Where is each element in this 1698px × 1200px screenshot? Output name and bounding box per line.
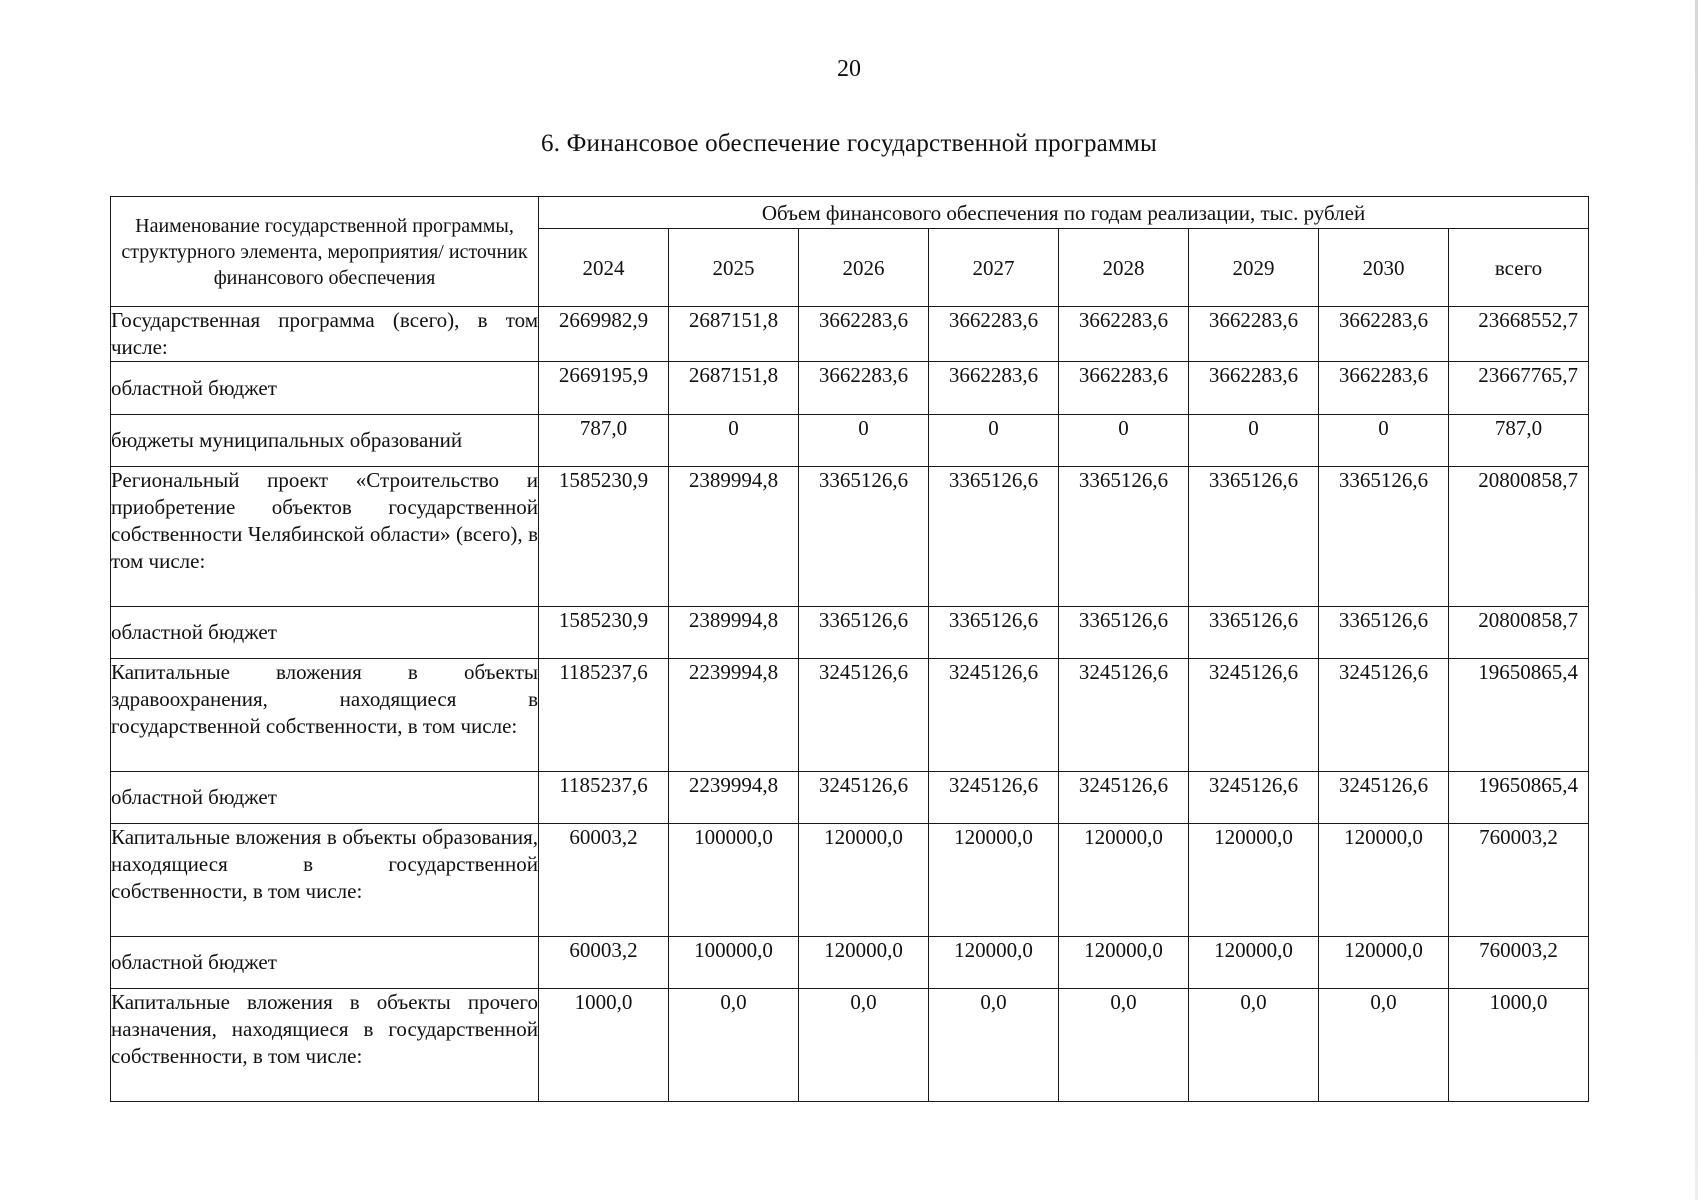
table-row: [111, 772, 1589, 824]
cell-value: 3245126,6: [929, 772, 1059, 824]
cell-value: 3365126,6: [1319, 467, 1449, 607]
table-row: [111, 362, 1589, 415]
row-name: областной бюджет: [111, 937, 539, 989]
row-name: Капитальные вложения в объекты здравоохранения, находящиеся в государственной собственности, в том числе:: [111, 659, 539, 772]
cell-value: 3245126,6: [929, 659, 1059, 772]
cell-value: 120000,0: [929, 824, 1059, 937]
cell-value: 1185237,6: [539, 659, 669, 772]
cell-total: 19650865,4: [1449, 772, 1589, 824]
row-name: Государственная программа (всего), в том числе:: [111, 307, 539, 362]
row-name: областной бюджет: [111, 607, 539, 659]
cell-value: 0,0: [669, 989, 799, 1102]
cell-total: 760003,2: [1449, 937, 1589, 989]
cell-value: 0: [669, 415, 799, 467]
cell-value: 120000,0: [1189, 937, 1319, 989]
cell-value: 60003,2: [539, 937, 669, 989]
header-year-2027: 2027: [929, 229, 1059, 307]
cell-value: 3662283,6: [799, 307, 929, 362]
cell-value: 0,0: [1059, 989, 1189, 1102]
table-row: [111, 607, 1589, 659]
row-name: Капитальные вложения в объекты прочего назначения, находящиеся в государственной собственности, в том числе:: [111, 989, 539, 1102]
cell-value: 2687151,8: [669, 307, 799, 362]
row-name: Региональный проект «Строительство и приобретение объектов государственной собственности Челябинской области» (всего), в том числе:: [111, 467, 539, 607]
table-row: [111, 824, 1589, 937]
cell-value: 120000,0: [1189, 824, 1319, 937]
cell-value: 3245126,6: [799, 659, 929, 772]
cell-value: 3365126,6: [1189, 467, 1319, 607]
cell-total: 23668552,7: [1449, 307, 1589, 362]
cell-total: 760003,2: [1449, 824, 1589, 937]
cell-value: 2389994,8: [669, 467, 799, 607]
cell-value: 3365126,6: [1319, 607, 1449, 659]
cell-value: 0,0: [929, 989, 1059, 1102]
header-year-2025: 2025: [669, 229, 799, 307]
cell-value: 3365126,6: [799, 467, 929, 607]
cell-value: 3365126,6: [929, 607, 1059, 659]
cell-value: 120000,0: [929, 937, 1059, 989]
cell-value: 2687151,8: [669, 362, 799, 415]
cell-value: 3245126,6: [1059, 772, 1189, 824]
cell-value: 2239994,8: [669, 772, 799, 824]
cell-value: 0: [1319, 415, 1449, 467]
cell-total: 20800858,7: [1449, 607, 1589, 659]
cell-value: 1000,0: [539, 989, 669, 1102]
cell-value: 3245126,6: [1319, 659, 1449, 772]
cell-value: 1585230,9: [539, 607, 669, 659]
row-name: областной бюджет: [111, 772, 539, 824]
cell-value: 3245126,6: [1319, 772, 1449, 824]
cell-value: 120000,0: [1059, 937, 1189, 989]
cell-value: 3662283,6: [1189, 362, 1319, 415]
table-row: [111, 415, 1589, 467]
row-name: бюджеты муниципальных образований: [111, 415, 539, 467]
header-year-2024: 2024: [539, 229, 669, 307]
header-year-2030: 2030: [1319, 229, 1449, 307]
cell-value: 120000,0: [799, 937, 929, 989]
header-name-column: Наименование государственной программы, структурного элемента, мероприятия/ источник финансового обеспечения: [111, 197, 539, 307]
row-name: областной бюджет: [111, 362, 539, 415]
header-year-2028: 2028: [1059, 229, 1189, 307]
table-row: [111, 467, 1589, 607]
cell-value: 0,0: [1319, 989, 1449, 1102]
cell-value: 120000,0: [1319, 937, 1449, 989]
cell-value: 100000,0: [669, 824, 799, 937]
cell-total: 23667765,7: [1449, 362, 1589, 415]
header-year-2026: 2026: [799, 229, 929, 307]
cell-value: 3662283,6: [1189, 307, 1319, 362]
cell-value: 3245126,6: [1189, 772, 1319, 824]
cell-value: 3662283,6: [1059, 362, 1189, 415]
table-body: [111, 307, 1589, 1102]
cell-value: 3662283,6: [1319, 307, 1449, 362]
header-year-2029: 2029: [1189, 229, 1319, 307]
cell-value: 60003,2: [539, 824, 669, 937]
cell-total: 1000,0: [1449, 989, 1589, 1102]
table-header: [111, 197, 1589, 307]
cell-value: 3662283,6: [1319, 362, 1449, 415]
cell-value: 2239994,8: [669, 659, 799, 772]
cell-value: 3662283,6: [1059, 307, 1189, 362]
table-row: [111, 937, 1589, 989]
cell-value: 100000,0: [669, 937, 799, 989]
cell-value: 3662283,6: [929, 307, 1059, 362]
row-name: Капитальные вложения в объекты образования, находящиеся в государственной собственности, в том числе:: [111, 824, 539, 937]
table-row: [111, 307, 1589, 362]
cell-value: 3662283,6: [929, 362, 1059, 415]
cell-value: 1585230,9: [539, 467, 669, 607]
cell-value: 3245126,6: [1189, 659, 1319, 772]
table-row: [111, 659, 1589, 772]
section-title: 6. Финансовое обеспечение государственной программы: [541, 130, 1157, 157]
cell-value: 2389994,8: [669, 607, 799, 659]
cell-total: 20800858,7: [1449, 467, 1589, 607]
cell-value: 120000,0: [1059, 824, 1189, 937]
cell-value: 2669982,9: [539, 307, 669, 362]
cell-value: 3365126,6: [799, 607, 929, 659]
cell-value: 0: [929, 415, 1059, 467]
cell-value: 3365126,6: [1189, 607, 1319, 659]
cell-value: 3365126,6: [1059, 467, 1189, 607]
cell-value: 0,0: [799, 989, 929, 1102]
page-number: 20: [837, 56, 861, 82]
cell-value: 0: [1189, 415, 1319, 467]
cell-value: 3365126,6: [929, 467, 1059, 607]
cell-total: 787,0: [1449, 415, 1589, 467]
table-row: [111, 989, 1589, 1102]
cell-value: 3662283,6: [799, 362, 929, 415]
cell-value: 0: [799, 415, 929, 467]
cell-value: 3365126,6: [1059, 607, 1189, 659]
cell-value: 3245126,6: [799, 772, 929, 824]
cell-value: 0,0: [1189, 989, 1319, 1102]
cell-value: 787,0: [539, 415, 669, 467]
cell-value: 2669195,9: [539, 362, 669, 415]
cell-value: 120000,0: [799, 824, 929, 937]
cell-value: 0: [1059, 415, 1189, 467]
cell-total: 19650865,4: [1449, 659, 1589, 772]
header-funding-volume: Объем финансового обеспечения по годам реализации, тыс. рублей: [539, 197, 1589, 229]
header-total: всего: [1449, 229, 1589, 307]
cell-value: 120000,0: [1319, 824, 1449, 937]
financing-table: [110, 196, 1589, 1102]
cell-value: 1185237,6: [539, 772, 669, 824]
cell-value: 3245126,6: [1059, 659, 1189, 772]
